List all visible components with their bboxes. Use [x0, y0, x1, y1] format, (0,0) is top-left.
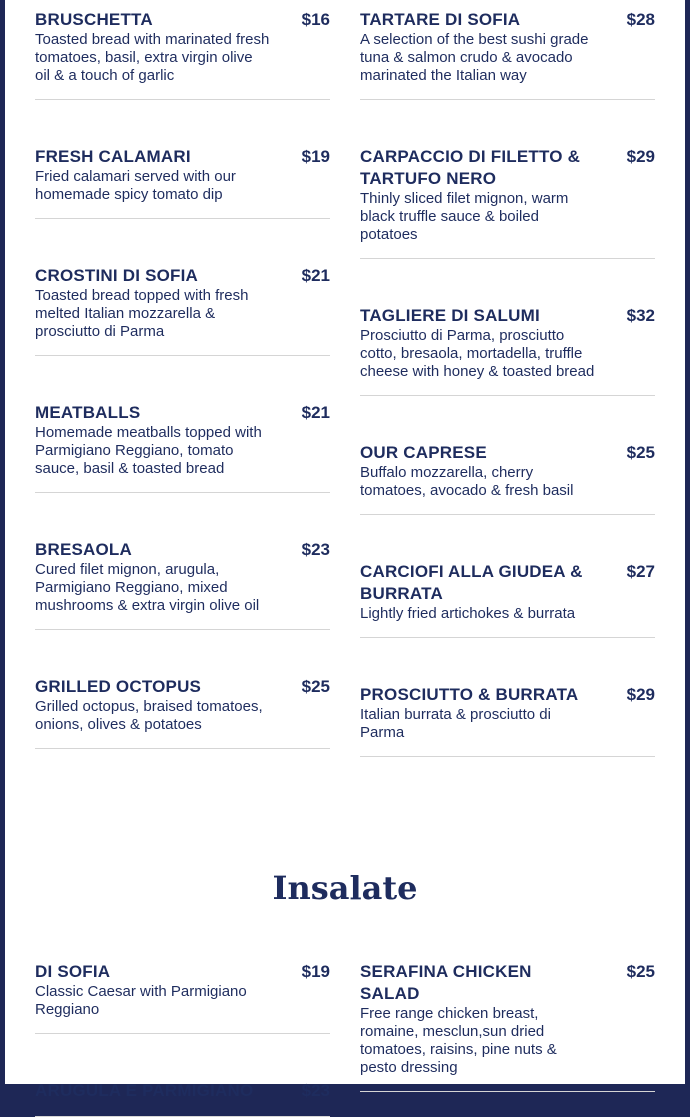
section-title-insalate: Insalate [272, 869, 418, 907]
item-price: $32 [626, 306, 655, 325]
menu-item [35, 0, 330, 100]
antipasti-right-column [360, 0, 655, 757]
item-name: CROSTINI DI SOFIA [35, 266, 199, 285]
item-description: Italian burrata & prosciutto di Parma [360, 706, 551, 741]
item-price: $27 [626, 562, 655, 581]
menu-item [360, 296, 655, 396]
menu-item [360, 675, 655, 757]
antipasti-left-column [35, 0, 330, 749]
item-description: Homemade meatballs topped with Parmigiano Reggiano, tomato sauce, basil & toasted bread [35, 424, 262, 477]
item-price: $23 [301, 1081, 330, 1100]
item-description: Cured filet mignon, arugula, Parmigiano Reggiano, mixed mushrooms & extra virgin olive oil [35, 561, 260, 614]
item-description: Prosciutto di Parma, prosciutto cotto, bresaola, mortadella, truffle cheese with honey & toasted bread [360, 327, 595, 380]
menu-item [360, 952, 655, 1092]
item-price: $19 [301, 147, 330, 166]
item-price: $19 [301, 962, 330, 981]
menu-item [35, 393, 330, 493]
item-name: SERAFINA CHICKEN SALAD [360, 962, 532, 1003]
item-price: $23 [301, 540, 330, 559]
menu-item [360, 433, 655, 515]
item-description: Thinly sliced filet mignon, warm black truffle sauce & boiled potatoes [360, 190, 569, 243]
item-price: $25 [626, 962, 655, 981]
item-description: Lightly fried artichokes & burrata [360, 605, 576, 622]
insalate-right-column [360, 952, 655, 1092]
item-name: PROSCIUTTO & BURRATA [360, 685, 579, 704]
item-name: FRESH CALAMARI [35, 147, 191, 166]
insalate-left-column [35, 952, 330, 1117]
menu-item [360, 0, 655, 100]
menu-item [35, 1071, 330, 1117]
item-price: $29 [626, 147, 655, 166]
menu-item [35, 667, 330, 749]
menu-item [35, 952, 330, 1034]
item-price: $21 [301, 266, 330, 285]
item-price: $21 [301, 403, 330, 422]
item-price: $25 [301, 677, 330, 696]
item-name: DI SOFIA [35, 962, 111, 981]
item-name: CARPACCIO DI FILETTO & TARTUFO NERO [360, 147, 581, 188]
item-description: Toasted bread with marinated fresh tomatoes, basil, extra virgin olive oil & a touch of garlic [35, 31, 270, 84]
item-name: TAGLIERE DI SALUMI [360, 306, 540, 325]
item-name: BRESAOLA [35, 540, 132, 559]
item-name: GRILLED OCTOPUS [35, 677, 202, 696]
item-price: $25 [626, 443, 655, 462]
item-description: Toasted bread topped with fresh melted Italian mozzarella & prosciutto di Parma [35, 287, 249, 340]
item-price: $16 [301, 10, 330, 29]
item-description: A selection of the best sushi grade tuna & salmon crudo & avocado marinated the Italian way [360, 31, 589, 84]
item-description: Grilled octopus, braised tomatoes, onions, olives & potatoes [35, 698, 263, 733]
menu-item [35, 530, 330, 630]
item-name: MEATBALLS [35, 403, 141, 422]
menu-item [35, 137, 330, 219]
item-price: $28 [626, 10, 655, 29]
menu-item [360, 137, 655, 259]
menu-page [5, 0, 685, 1100]
item-price: $29 [626, 685, 655, 704]
menu-item [35, 256, 330, 356]
item-description: Free range chicken breast, romaine, mesclun,sun dried tomatoes, raisins, pine nuts & pesto dressing [360, 1005, 557, 1076]
item-name: TARTARE DI SOFIA [360, 10, 521, 29]
item-description: Fried calamari served with our homemade spicy tomato dip [35, 168, 236, 203]
item-name: ARUGULA E PARMIGIANO [35, 1081, 254, 1100]
menu-item [360, 552, 655, 638]
item-name: BRUSCHETTA [35, 10, 153, 29]
item-name: CARCIOFI ALLA GIUDEA & BURRATA [360, 562, 583, 603]
item-description: Buffalo mozzarella, cherry tomatoes, avocado & fresh basil [360, 464, 574, 499]
item-name: OUR CAPRESE [360, 443, 487, 462]
item-description: Classic Caesar with Parmigiano Reggiano [35, 983, 247, 1018]
